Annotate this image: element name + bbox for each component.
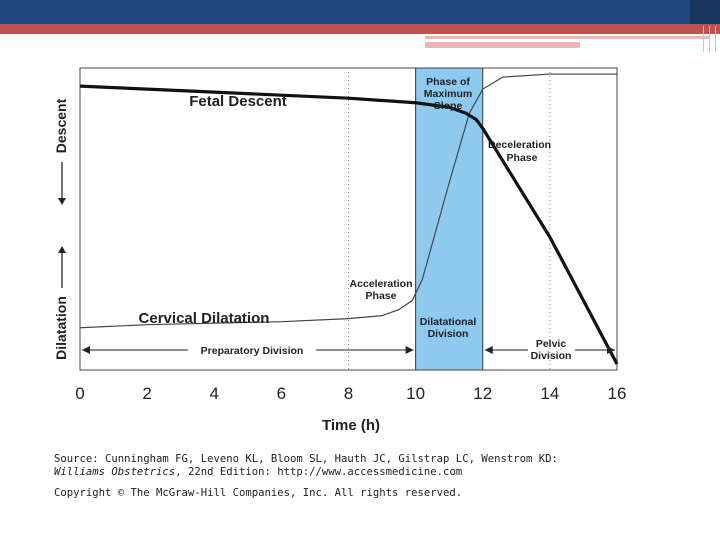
preparatory-label: Preparatory Division [200,345,304,357]
x-tick-label: 16 [607,384,627,403]
max-slope-label: Maximum [423,88,473,100]
dilatational-label: Division [427,328,469,340]
preparatory-arrow-right [406,346,414,354]
x-axis-label: Time (h) [321,417,381,434]
y-arrow-descent-head [58,198,66,205]
pelvic-label: Pelvic [535,338,567,350]
x-tick-label: 12 [473,384,493,403]
x-tick-label: 8 [343,384,354,403]
source-book-title: Williams Obstetrics [54,466,176,478]
x-tick-label: 6 [276,384,287,403]
y-axis-label-top: Descent [53,98,69,154]
pelvic-arrow-left [485,346,493,354]
x-tick-label: 4 [209,384,219,403]
pelvic-label: Division [530,350,572,362]
copyright-line: Copyright © The McGraw-Hill Companies, Inc. All rights reserved. [54,487,463,499]
deceleration-label: Phase [506,152,538,164]
source-edition: , 22nd Edition: http://www.accessmedicine.com [175,466,463,478]
cervical-dilatation-label: Cervical Dilatation [138,310,270,327]
source-line-1: Source: Cunningham FG, Leveno KL, Bloom SL, Hauth JC, Gilstrap LC, Wenstrom KD: [54,453,558,465]
deceleration-label: Deceleration [488,139,552,151]
preparatory-arrow-left [82,346,90,354]
x-tick-label: 2 [142,384,152,403]
fetal-descent-label: Fetal Descent [189,93,287,110]
x-tick-label: 10 [406,384,426,403]
max-slope-label: Phase of [426,76,470,88]
y-arrow-dilatation-head [58,246,66,253]
y-axis-label-bottom: Dilatation [53,296,69,360]
max-slope-label: Slope [433,100,463,112]
dilatational-label: Dilatational [419,316,477,328]
acceleration-label: Acceleration [349,278,413,290]
x-tick-label: 0 [75,384,85,403]
x-tick-label: 14 [540,384,560,403]
source-line-2 [54,466,462,478]
acceleration-label: Phase [365,290,397,302]
